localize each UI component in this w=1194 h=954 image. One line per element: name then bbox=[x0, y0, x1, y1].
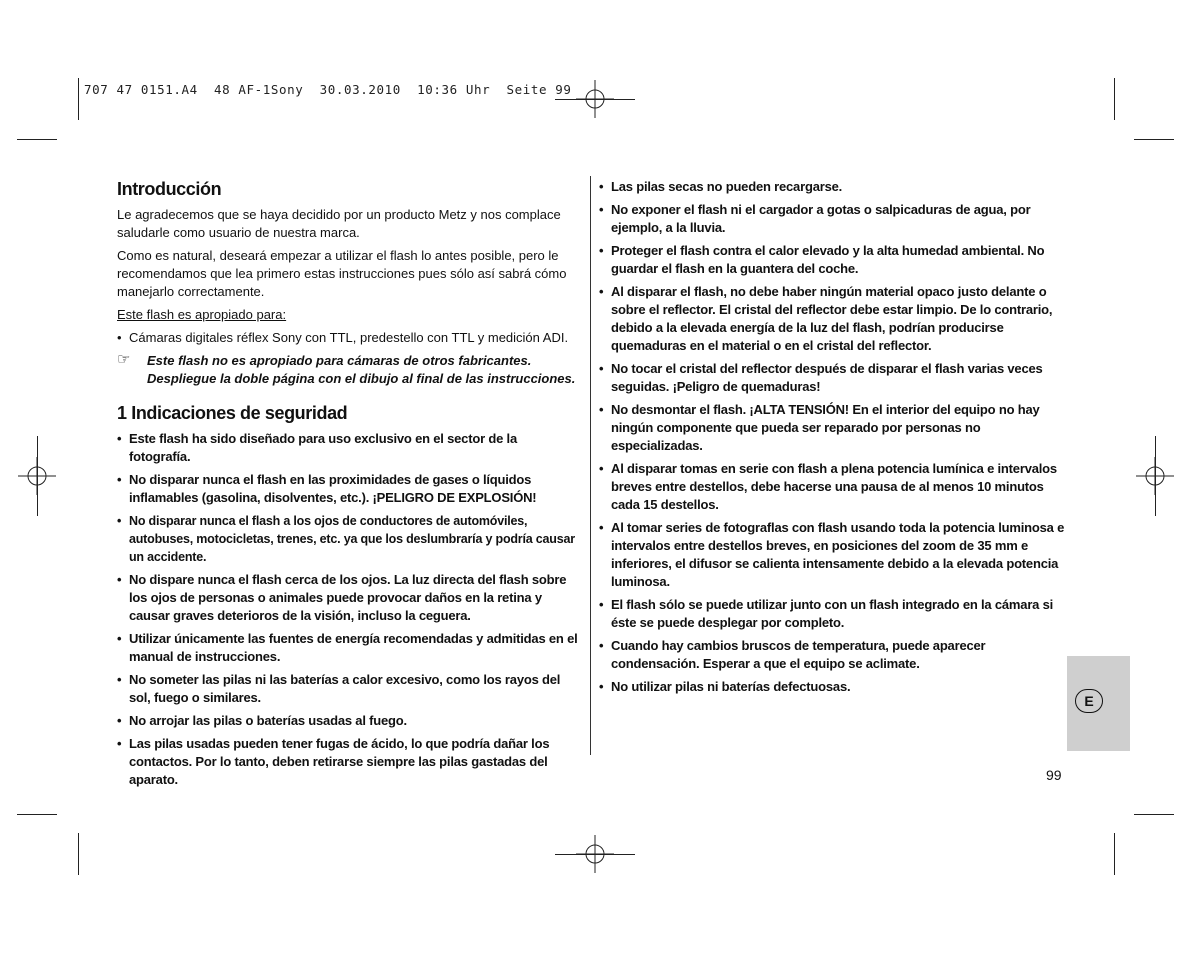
bullet-icon: • bbox=[599, 461, 604, 476]
registration-line bbox=[555, 854, 635, 855]
list-item: • Este flash ha sido diseñado para uso exclusivo en el sector de la fotografía. bbox=[117, 431, 517, 464]
left-column bbox=[117, 178, 579, 794]
suitable-label: Este flash es apropiado para: bbox=[117, 307, 287, 322]
list-item: • Las pilas secas no pueden recargarse. bbox=[599, 179, 843, 194]
list-item: • No dispare nunca el flash cerca de los ojos. La luz directa del flash sobre los ojos de personas o animales puede provocar daños en la retina y causar graves deterioros de la visión, incluso la ceguera. bbox=[117, 572, 567, 623]
bullet-icon: • bbox=[599, 179, 604, 194]
pointing-hand-icon: ☞ bbox=[117, 351, 131, 368]
crop-mark bbox=[78, 78, 79, 120]
list-item: • Cámaras digitales réflex Sony con TTL, predestello con TTL y medición ADI. bbox=[117, 330, 569, 345]
list-item: • No desmontar el flash. ¡ALTA TENSIÓN! En el interior del equipo no hay ningún componente que pueda ser reparado por personas no especializadas. bbox=[599, 402, 1040, 453]
registration-line bbox=[1155, 436, 1156, 516]
bullet-icon: • bbox=[599, 202, 604, 217]
bullet-icon: • bbox=[599, 679, 604, 694]
list-item: • No disparar nunca el flash a los ojos de conductores de automóviles, autobuses, motocicletas, trenes, etc. ya que los deslumbraría y podría causar un accidente. bbox=[117, 514, 575, 564]
registration-line bbox=[555, 99, 635, 100]
list-item: • Al disparar el flash, no debe haber ningún material opaco justo delante o sobre el reflector. El cristal del reflector debe estar limpio. De lo contrario, debido a la elevada energía de la luz del flash, podrían producirse quemaduras en el material o en el cristal del reflector. bbox=[599, 284, 1053, 353]
page-number: 99 bbox=[1046, 767, 1062, 783]
bullet-icon: • bbox=[117, 736, 122, 751]
crop-mark bbox=[1134, 814, 1174, 815]
note-text: Este flash no es apropiado para cámaras de otros fabricantes. Despliegue la doble página con el dibujo al final de las instrucciones. bbox=[147, 353, 576, 386]
list-item: • Al disparar tomas en serie con flash a plena potencia lumínica e intervalos breves entre destellos, debe hacerse una pausa de al menos 10 minutos cada 15 destellos. bbox=[599, 461, 1057, 512]
bullet-icon: • bbox=[599, 402, 604, 417]
bullet-icon: • bbox=[599, 638, 604, 653]
bullet-icon: • bbox=[117, 713, 122, 728]
bullet-icon: • bbox=[599, 597, 604, 612]
list-item: • Al tomar series de fotograflas con flash usando toda la potencia luminosa e intervalos entre destellos breves, en posiciones del zoom de 35 mm e inferiores, el difusor se calienta intensamente debido a la elevada potencia luminosa. bbox=[599, 520, 1065, 589]
list-item: • No disparar nunca el flash en las proximidades de gases o líquidos inflamables (gasolina, disolventes, etc.). ¡PELIGRO DE EXPLOSIÓN! bbox=[117, 472, 537, 505]
crop-mark bbox=[78, 833, 79, 875]
bullet-icon: • bbox=[599, 243, 604, 258]
intro-paragraph: Como es natural, deseará empezar a utilizar el flash lo antes posible, pero le recomendamos que lea primero estas instrucciones pues sólo así sabrá cómo manejarlo correctamente. bbox=[117, 248, 567, 299]
list-item: • No arrojar las pilas o baterías usadas al fuego. bbox=[117, 713, 407, 728]
bullet-icon: • bbox=[599, 520, 604, 535]
crop-mark bbox=[1114, 78, 1115, 120]
list-item: • Proteger el flash contra el calor elevado y la alta humedad ambiental. No guardar el flash en la guantera del coche. bbox=[599, 243, 1045, 276]
safety-list-left bbox=[117, 430, 579, 789]
bullet-icon: • bbox=[117, 672, 122, 687]
crop-mark bbox=[17, 139, 57, 140]
list-item: • No someter las pilas ni las baterías a calor excesivo, como los rayos del sol, fuego o similares. bbox=[117, 672, 561, 705]
bullet-icon: • bbox=[117, 514, 122, 528]
crop-mark bbox=[1114, 833, 1115, 875]
right-column bbox=[599, 178, 1067, 701]
crop-mark bbox=[1134, 139, 1174, 140]
bullet-icon: • bbox=[117, 572, 122, 587]
bullet-icon: • bbox=[117, 472, 122, 487]
intro-heading: Introducción bbox=[117, 179, 222, 199]
registration-line bbox=[37, 436, 38, 516]
column-divider bbox=[590, 176, 591, 755]
bullet-icon: • bbox=[117, 330, 122, 345]
list-item: • Cuando hay cambios bruscos de temperatura, puede aparecer condensación. Esperar a que el equipo se aclimate. bbox=[599, 638, 986, 671]
safety-heading: 1 Indicaciones de seguridad bbox=[117, 403, 348, 423]
note bbox=[117, 352, 579, 388]
bullet-icon: • bbox=[599, 361, 604, 376]
list-item: • Utilizar únicamente las fuentes de energía recomendadas y admitidas en el manual de instrucciones. bbox=[117, 631, 578, 664]
list-item: • Las pilas usadas pueden tener fugas de ácido, lo que podría dañar los contactos. Por lo tanto, deben retirarse siempre las pilas gastadas del aparato. bbox=[117, 736, 550, 787]
language-badge: E bbox=[1075, 689, 1103, 713]
crop-mark bbox=[17, 814, 57, 815]
bullet-icon: • bbox=[599, 284, 604, 299]
suitable-list bbox=[117, 329, 579, 347]
safety-list-right bbox=[599, 178, 1067, 696]
list-item: • El flash sólo se puede utilizar junto con un flash integrado en la cámara si éste se puede desplegar por completo. bbox=[599, 597, 1054, 630]
bullet-icon: • bbox=[117, 431, 122, 446]
print-slug: 707 47 0151.A4 48 AF-1Sony 30.03.2010 10:36 Uhr Seite 99 bbox=[84, 82, 572, 97]
intro-paragraph: Le agradecemos que se haya decidido por un producto Metz y nos complace saludarle como usuario de nuestra marca. bbox=[117, 207, 561, 240]
list-item: • No exponer el flash ni el cargador a gotas o salpicaduras de agua, por ejemplo, a la lluvia. bbox=[599, 202, 1031, 235]
bullet-icon: • bbox=[117, 631, 122, 646]
list-item: • No tocar el cristal del reflector después de disparar el flash varias veces seguidas. ¡Peligro de quemaduras! bbox=[599, 361, 1043, 394]
list-item: • No utilizar pilas ni baterías defectuosas. bbox=[599, 679, 851, 694]
